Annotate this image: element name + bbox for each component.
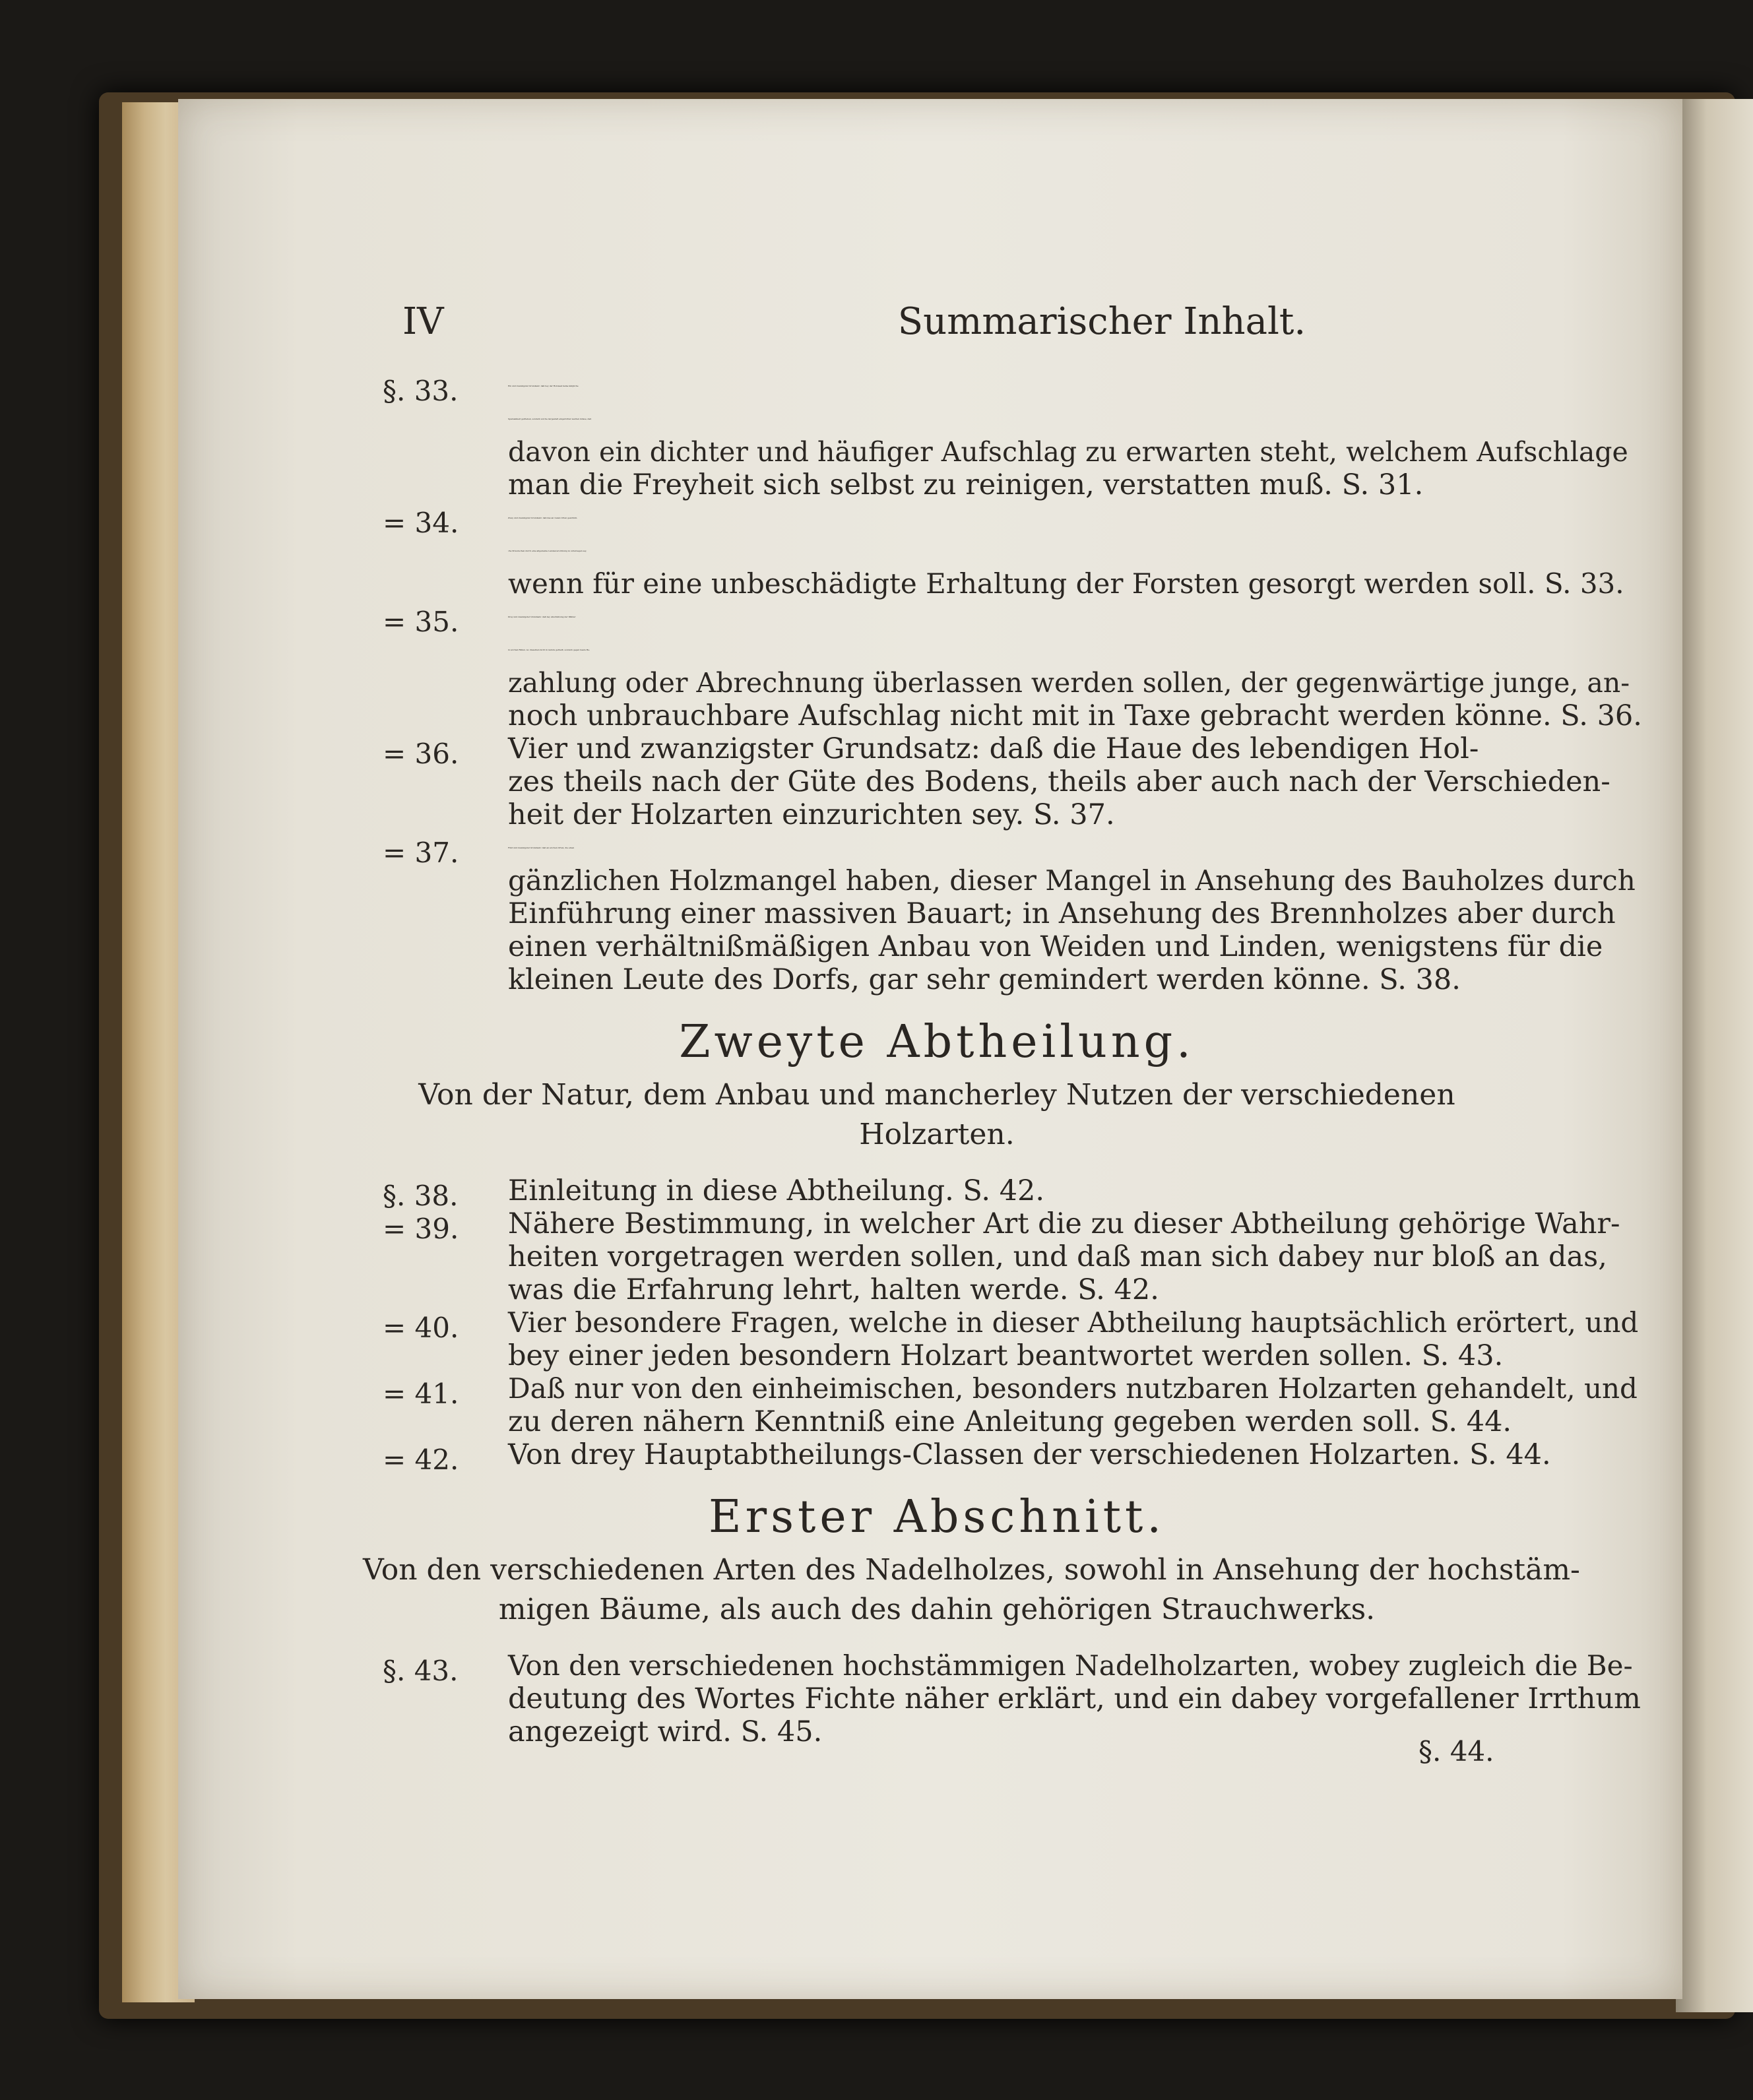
running-title: Summarischer Inhalt.: [897, 300, 1306, 343]
entry-line: Nähere Bestimmung, in welcher Art die zu dieser Abtheilung gehörige Wahr-: [508, 1207, 1620, 1240]
section-number: = 35.: [383, 606, 459, 638]
entry-line: deutung des Wortes Fichte näher erklärt, und ein dabey vorgefallener Irrthum: [508, 1682, 1641, 1715]
part-heading: Zweyte Abtheilung.: [679, 1016, 1195, 1068]
section-number: = 36.: [383, 738, 459, 770]
entry-line: zu deren nähern Kenntniß eine Anleitung gegeben werden soll. S. 44.: [508, 1405, 1512, 1438]
section-number: = 37.: [383, 837, 459, 869]
entry-line: in solchen Fällen, wo dieselben nicht in natura getheilt, sondern gegen baare Be-: [508, 649, 590, 651]
entry-line: zes theils nach der Güte des Bodens, theils aber auch nach der Verschieden-: [508, 765, 1610, 798]
entry-line: man die Freyheit sich selbst zu reinigen, verstatten muß. S. 31.: [508, 468, 1424, 501]
entry-line: Zwey und zwanzigster Grundsatz: daß das an vielen Orten gewöhnli-: [508, 517, 577, 519]
entry-text: [508, 1207, 1620, 1306]
entry-text: [508, 1372, 1638, 1438]
entry-text: [508, 600, 1642, 732]
entry-text: [508, 1649, 1641, 1748]
entry-line: Vier besondere Fragen, welche in dieser Abtheilung hauptsächlich erörtert, und: [508, 1306, 1639, 1339]
entry-text: [508, 369, 1628, 501]
entry-line: Einleitung in diese Abtheilung. S. 42.: [508, 1174, 1045, 1207]
book-page: [178, 99, 1682, 1999]
entry-line: angezeigt wird. S. 45.: [508, 1715, 823, 1748]
entry-line: Einführung einer massiven Bauart; in Ansehung des Brennholzes aber durch: [508, 897, 1616, 930]
entry-line: davon ein dichter und häufiger Aufschlag zu erwarten steht, welchem Aufschlage: [508, 436, 1628, 468]
entry-text: [508, 1174, 1044, 1207]
section-number: §. 43.: [383, 1655, 459, 1687]
section-number: §. 33.: [383, 375, 459, 407]
entry-line: bey einer jeden besondern Holzart beantwortet werden sollen. S. 43.: [508, 1339, 1504, 1372]
entry-text: [508, 501, 1624, 600]
section-number: = 39.: [383, 1213, 459, 1245]
section-heading: Erster Abschnitt.: [709, 1491, 1165, 1543]
entry-line: heit der Holzarten einzurichten sey. S. 37.: [508, 798, 1115, 831]
entry-text: [508, 732, 1610, 831]
entry-line: Ein und zwanzigster Grundsatz: daß bey der Holzsaat keine kärgliche: [508, 385, 579, 387]
entry-line: Daß nur von den einheimischen, besonders nutzbaren Holzarten gehandelt, und: [508, 1372, 1638, 1405]
entry-line: wenn für eine unbeschädigte Erhaltung der Forsten gesorgt werden soll. S. 33.: [508, 567, 1624, 600]
section-number: = 40.: [383, 1312, 459, 1344]
entry-line: Drey und zwanzigster Grundsatz: daß bey Abschätzung der Wälder: [508, 616, 576, 618]
entry-line: gänzlichen Holzmangel haben, dieser Mangel in Ansehung des Bauholzes durch: [508, 864, 1636, 897]
entry-line: Von den verschiedenen hochstämmigen Nadelholzarten, wobey zugleich die Be-: [508, 1649, 1633, 1682]
page-number: IV: [402, 300, 444, 343]
section-number: = 41.: [383, 1378, 459, 1410]
entry-text: [508, 1438, 1551, 1471]
subtitle-line: migen Bäume, als auch des dahin gehörigen Strauchwerks.: [498, 1593, 1376, 1626]
entry-line: einen verhältnißmäßigen Anbau von Weiden und Linden, wenigstens für die: [508, 930, 1603, 963]
section-number: = 42.: [383, 1444, 459, 1476]
entry-line: Vier und zwanzigster Grundsatz: daß die Haue des lebendigen Hol-: [508, 732, 1479, 765]
subtitle-line: Holzarten.: [859, 1118, 1015, 1151]
entry-line: noch unbrauchbare Aufschlag nicht mit in Taxe gebracht werden könne. S. 36.: [508, 699, 1642, 732]
entry-text: [508, 831, 1636, 996]
entry-line: che Streurechen durch eine allgemeine Landesverordnung zu untersagen sey,: [508, 550, 587, 552]
section-number: = 34.: [383, 507, 459, 539]
entry-line: heiten vorgetragen werden sollen, und daß man sich dabey nur bloß an das,: [508, 1240, 1607, 1273]
subtitle-line: Von den verschiedenen Arten des Nadelholzes, sowohl in Ansehung der hochstäm-: [363, 1553, 1580, 1587]
section-subtitle: [363, 1550, 1580, 1630]
entry-line: kleinen Leute des Dorfs, gar sehr gemindert werden könne. S. 38.: [508, 963, 1461, 996]
subtitle-line: Von der Natur, dem Anbau und mancherley Nutzen der verschiedenen: [418, 1078, 1455, 1112]
entry-line: Fünf und zwanzigster Grundsatz: daß an solchen Orten, die einen: [508, 846, 575, 849]
catchword: §. 44.: [1418, 1735, 1494, 1767]
facing-page-edge: [1676, 99, 1753, 2012]
entry-line: was die Erfahrung lehrt, halten werde. S. 42.: [508, 1273, 1159, 1306]
section-number: §. 38.: [383, 1180, 459, 1212]
part-subtitle: [376, 1075, 1498, 1155]
entry-line: Sparsamkeit getrieben, sondern solche dergestalt eingerichtet werden müsse, daß: [508, 418, 592, 420]
entry-text: [508, 1306, 1638, 1372]
entry-line: zahlung oder Abrechnung überlassen werden sollen, der gegenwärtige junge, an-: [508, 667, 1630, 699]
entry-line: Von drey Hauptabtheilungs-Classen der verschiedenen Holzarten. S. 44.: [508, 1438, 1551, 1471]
